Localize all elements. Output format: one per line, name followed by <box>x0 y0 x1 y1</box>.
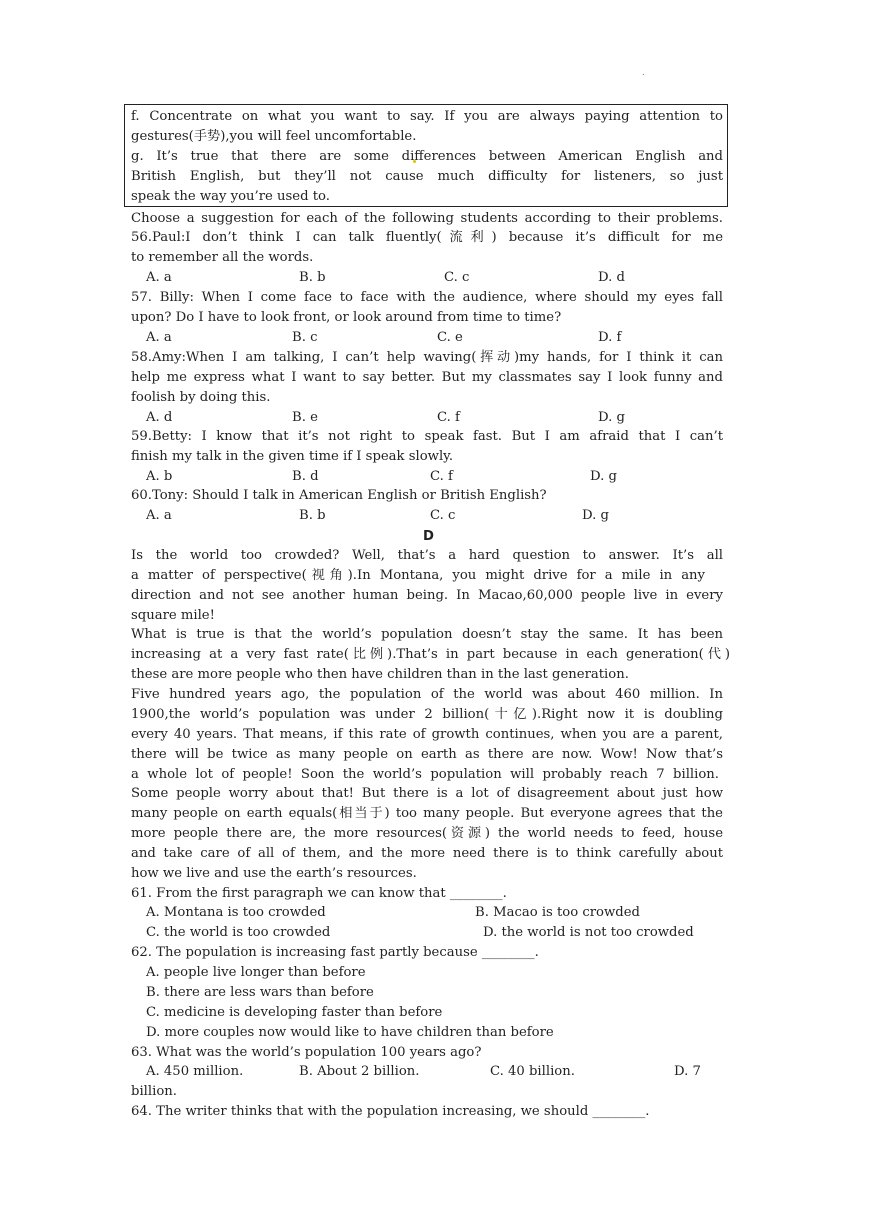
option-d: D. more couples now would like to have children than before <box>146 1025 554 1040</box>
box-line: g. It’s true that there are some differences between American English and <box>131 149 723 164</box>
question-text: 59.Betty: I know that it’s not right to speak fast. But I am afraid that I can’t <box>131 429 723 444</box>
box-line: British English, but they’ll not cause much difficulty for listeners, so just <box>131 169 723 184</box>
option-b: B. b <box>299 270 326 285</box>
option-d: D. g <box>590 469 617 484</box>
option-c: C. c <box>444 270 470 285</box>
option-a: A. a <box>146 330 172 345</box>
option-c: C. f <box>430 469 453 484</box>
question-text: help me express what I want to say better. But my classmates say I look funny and <box>131 370 723 385</box>
question-text: foolish by doing this. <box>131 390 271 405</box>
question-text: 56.Paul:I don’t think I can talk fluently(流利) because it’s difficult for me <box>131 230 723 245</box>
option-d: D. g <box>598 410 625 425</box>
option-b: B. there are less wars than before <box>146 985 374 1000</box>
question-text: 58.Amy:When I am talking, I can’t help waving(挥动)my hands, for I think it can <box>131 350 723 365</box>
box-line: f. Concentrate on what you want to say. If you are always paying attention to <box>131 109 723 124</box>
passage-line: every 40 years. That means, if this rate of growth continues, when you are a parent, <box>131 727 723 742</box>
option-c: C. 40 billion. <box>490 1064 575 1079</box>
option-c: C. f <box>437 410 460 425</box>
box-line: gestures(手势),you will feel uncomfortable. <box>131 129 417 144</box>
option-b: B. e <box>292 410 318 425</box>
question-text: 60.Tony: Should I talk in American English or British English? <box>131 488 547 503</box>
option-b: B. b <box>299 508 326 523</box>
option-b: B. Macao is too crowded <box>475 905 640 920</box>
option-c: C. e <box>437 330 463 345</box>
question-stem: 61. From the first paragraph we can know that ________. <box>131 886 507 901</box>
option-c: C. c <box>430 508 456 523</box>
option-d: D. f <box>598 330 622 345</box>
option-a: A. a <box>146 508 172 523</box>
option-a: A. a <box>146 270 172 285</box>
option-b: B. About 2 billion. <box>299 1064 420 1079</box>
question-text: 57. Billy: When I come face to face with the audience, where should my eyes fall <box>131 290 723 305</box>
question-stem: 63. What was the world’s population 100 years ago? <box>131 1045 482 1060</box>
passage-line: square mile! <box>131 608 215 623</box>
passage-line: a whole lot of people! Soon the world’s population will probably reach 7 billion. <box>131 767 719 782</box>
passage-line: Is the world too crowded? Well, that’s a hard question to answer. It’s all <box>131 548 723 563</box>
question-text: finish my talk in the given time if I speak slowly. <box>131 449 454 464</box>
option-d: D. 7 <box>674 1064 701 1079</box>
passage-line: direction and not see another human being. In Macao,60,000 people live in every <box>131 588 723 603</box>
section-heading: D <box>423 529 434 544</box>
passage-line: 1900,the world’s population was under 2 billion(十亿).Right now it is doubling <box>131 707 723 722</box>
option-wrap: billion. <box>131 1084 177 1099</box>
option-c: C. the world is too crowded <box>146 925 331 940</box>
passage-line: how we live and use the earth’s resources. <box>131 866 417 881</box>
box-line: speak the way you’re used to. <box>131 189 330 204</box>
option-d: D. the world is not too crowded <box>483 925 694 940</box>
passage-line: What is true is that the world’s population doesn’t stay the same. It has been <box>131 627 723 642</box>
option-a: A. Montana is too crowded <box>146 905 326 920</box>
passage-line: Five hundred years ago, the population of the world was about 460 million. In <box>131 687 723 702</box>
passage-line: these are more people who then have children than in the last generation. <box>131 667 629 682</box>
header-dot: . <box>642 68 645 78</box>
passage-line: there will be twice as many people on earth as there are now. Wow! Now that’s <box>131 747 723 762</box>
option-a: A. people live longer than before <box>146 965 366 980</box>
instruction: Choose a suggestion for each of the following students according to their problems. <box>131 211 723 226</box>
passage-line: many people on earth equals(相当于) too many people. But everyone agrees that the <box>131 806 723 821</box>
option-b: B. d <box>292 469 319 484</box>
passage-line: and take care of all of them, and the more need there is to think carefully about <box>131 846 723 861</box>
passage-line: more people there are, the more resources(资源) the world needs to feed, house <box>131 826 723 841</box>
option-a: A. 450 million. <box>146 1064 244 1079</box>
question-text: to remember all the words. <box>131 250 314 265</box>
option-d: D. d <box>598 270 625 285</box>
question-stem: 64. The writer thinks that with the population increasing, we should ________. <box>131 1104 650 1119</box>
option-a: A. b <box>146 469 173 484</box>
option-b: B. c <box>292 330 318 345</box>
passage-line: a matter of perspective(视角).In Montana, you might drive for a mile in any <box>131 568 705 583</box>
passage-line: increasing at a very fast rate(比例).That’s in part because in each generation(代) <box>131 647 730 662</box>
option-c: C. medicine is developing faster than before <box>146 1005 443 1020</box>
option-d: D. g <box>582 508 609 523</box>
question-stem: 62. The population is increasing fast partly because ________. <box>131 945 539 960</box>
question-text: upon? Do I have to look front, or look around from time to time? <box>131 310 562 325</box>
option-a: A. d <box>146 410 173 425</box>
passage-line: Some people worry about that! But there is a lot of disagreement about just how <box>131 786 723 801</box>
